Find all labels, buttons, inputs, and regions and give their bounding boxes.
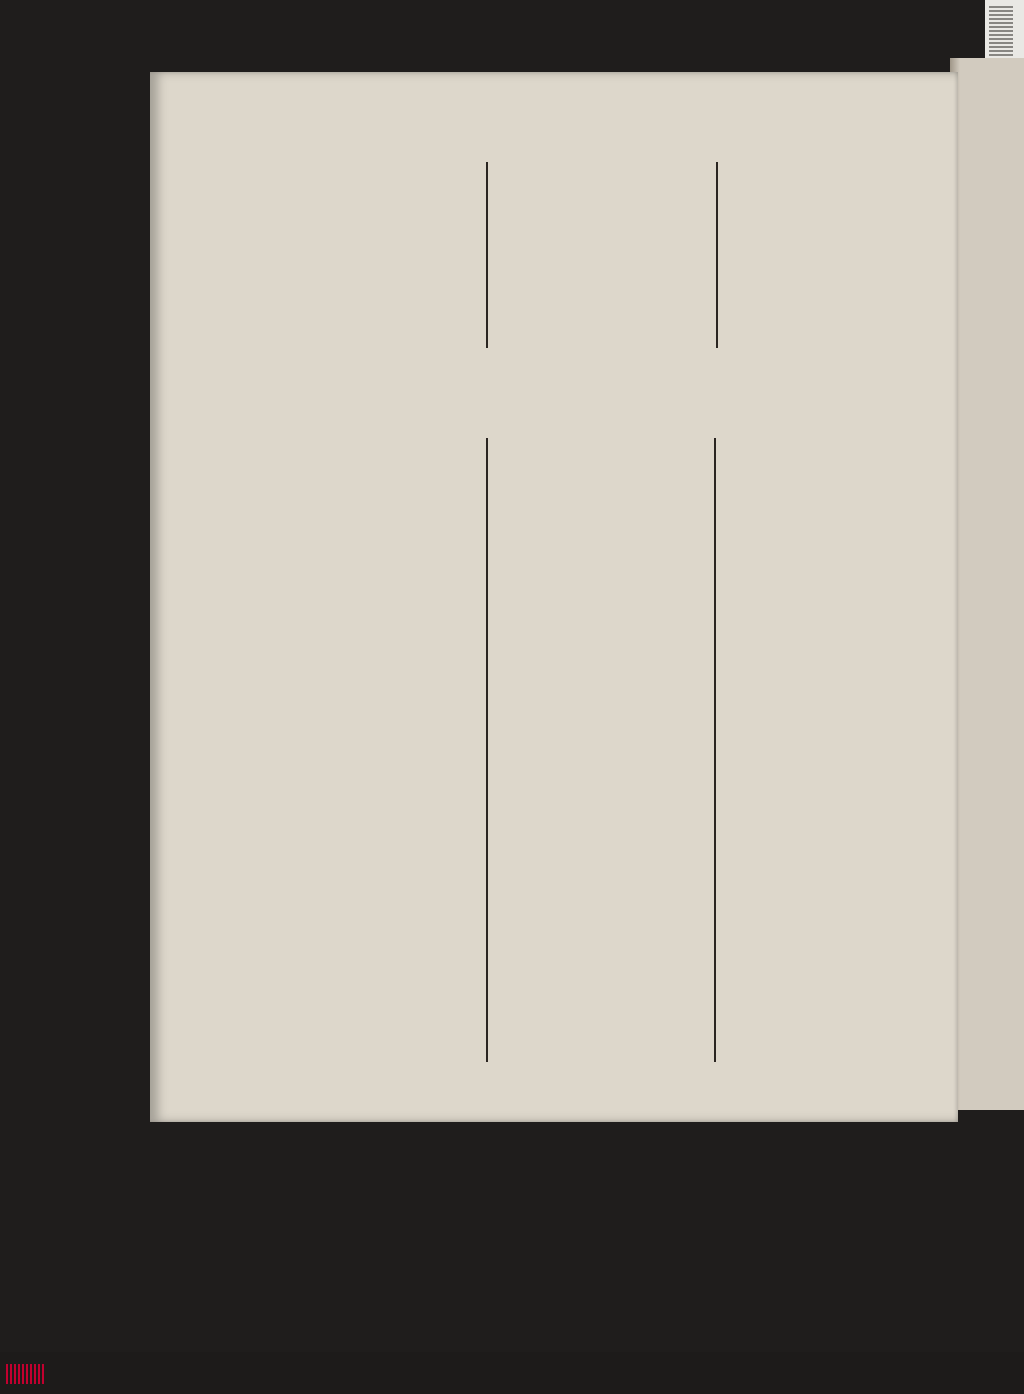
book-page	[150, 72, 958, 1122]
footer-bar	[0, 1352, 1024, 1394]
column-rule	[486, 438, 488, 1062]
facing-page	[955, 58, 1024, 1110]
column-rule	[714, 438, 716, 1062]
column-rule	[716, 162, 718, 348]
hab-logo-icon	[6, 1364, 44, 1384]
column-rule	[486, 162, 488, 348]
